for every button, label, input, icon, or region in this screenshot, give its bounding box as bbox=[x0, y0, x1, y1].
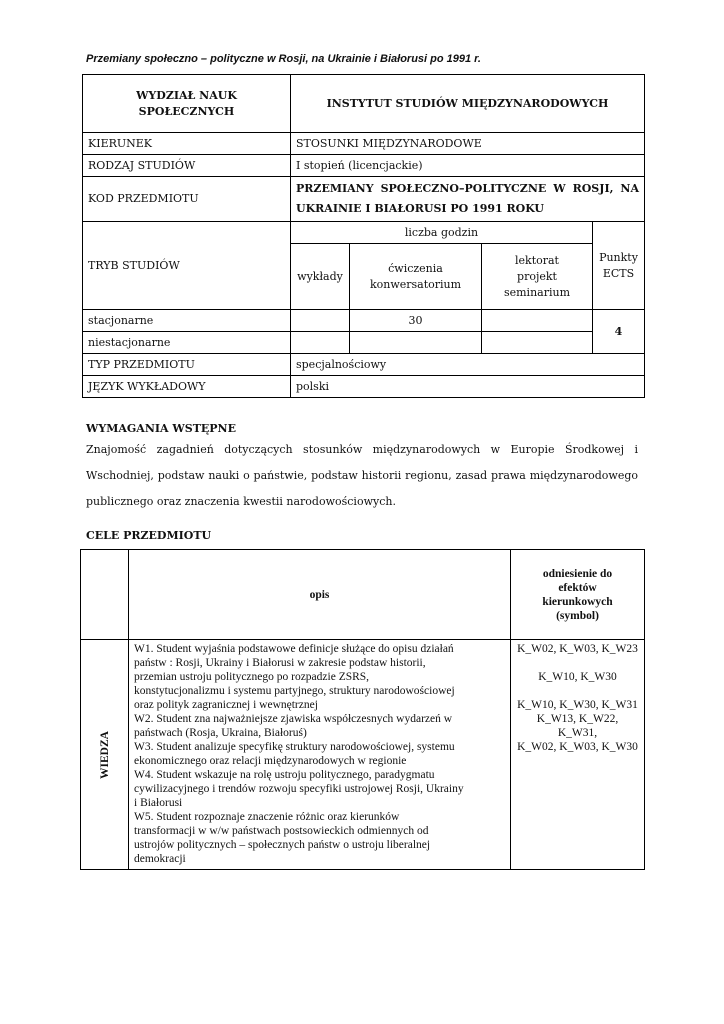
study-type-value: I stopień (licencjackie) bbox=[291, 155, 645, 177]
lektorat-label-1: lektorat bbox=[515, 253, 559, 267]
language-value: polski bbox=[291, 376, 645, 398]
exercises-header bbox=[350, 244, 482, 310]
lectures-header: wykłady bbox=[291, 244, 350, 310]
field-value: STOSUNKI MIĘDZYNARODOWE bbox=[291, 133, 645, 155]
part-time-label: niestacjonarne bbox=[83, 332, 291, 354]
subject-type-label: TYP PRZEDMIOTU bbox=[83, 354, 291, 376]
study-type-label: RODZAJ STUDIÓW bbox=[83, 155, 291, 177]
desc-line: W5. Student rozpoznaje znaczenie różnic oraz kierunków bbox=[134, 811, 400, 823]
faculty-cell: WYDZIAŁ NAUK SPOŁECZNYCH bbox=[83, 75, 291, 133]
goals-description bbox=[129, 640, 511, 870]
institute-cell: INSTYTUT STUDIÓW MIĘDZYNARODOWYCH bbox=[291, 75, 645, 133]
desc-line: W4. Student wskazuje na rolę ustroju politycznego, paradygmatu bbox=[134, 769, 435, 781]
ects-header bbox=[593, 222, 645, 310]
exercises-label-1: ćwiczenia bbox=[388, 261, 443, 275]
full-time-label: stacjonarne bbox=[83, 310, 291, 332]
desc-line: państwach (Rosja, Ukraina, Białoruś) bbox=[134, 727, 307, 739]
ref-header-line-2: efektów bbox=[558, 581, 597, 594]
ects-label-1: Punkty bbox=[599, 250, 638, 264]
ref-w2: K_W10, K_W30 bbox=[538, 671, 617, 683]
ref-spacer bbox=[516, 656, 639, 670]
desc-line: państw : Rosji, Ukrainy i Białorusi w zakresie podstaw historii, bbox=[134, 657, 426, 669]
goals-references bbox=[511, 640, 645, 870]
ref-header-line-3: kierunkowych bbox=[542, 595, 613, 608]
code-value bbox=[291, 177, 645, 222]
desc-column-header: opis bbox=[129, 550, 511, 640]
goals-heading: CELE PRZEDMIOTU bbox=[86, 529, 212, 542]
desc-line: ekonomicznego oraz relacji międzynarodowych w regionie bbox=[134, 755, 407, 767]
page-title: Przemiany społeczno – polityczne w Rosji, na Ukrainie i Białorusi po 1991 r. bbox=[86, 53, 481, 65]
goals-corner-cell bbox=[81, 550, 129, 640]
ref-w1: K_W02, K_W03, K_W23 bbox=[517, 643, 638, 655]
full-time-exercises: 30 bbox=[350, 310, 482, 332]
desc-line: W3. Student analizuje specyfikę struktury narodowościowej, systemu bbox=[134, 741, 455, 753]
ref-w3: K_W10, K_W30, K_W31 bbox=[517, 699, 638, 711]
language-label: JĘZYK WYKŁADOWY bbox=[83, 376, 291, 398]
part-time-lectures bbox=[291, 332, 350, 354]
subject-type-value: specjalnościowy bbox=[291, 354, 645, 376]
hours-header: liczba godzin bbox=[291, 222, 593, 244]
desc-line: cywilizacyjnego i trendów rozwoju specyfiki ustrojowej Rosji, Ukrainy bbox=[134, 783, 464, 795]
goals-table bbox=[80, 549, 645, 870]
code-label: KOD PRZEDMIOTU bbox=[83, 177, 291, 222]
part-time-lektorat bbox=[482, 332, 593, 354]
ref-column-header bbox=[511, 550, 645, 640]
category-cell bbox=[81, 640, 129, 870]
full-time-lectures bbox=[291, 310, 350, 332]
part-time-exercises bbox=[350, 332, 482, 354]
ref-header-line-1: odniesienie do bbox=[542, 567, 613, 580]
mode-label: TRYB STUDIÓW bbox=[83, 222, 291, 310]
lektorat-header bbox=[482, 244, 593, 310]
ects-label-2: ECTS bbox=[602, 266, 635, 280]
lektorat-label-3: seminarium bbox=[503, 285, 571, 299]
ref-w4: K_W13, K_W22, K_W31, bbox=[536, 713, 619, 739]
requirements-text: Znajomość zagadnień dotyczących stosunków międzynarodowych w Europie Środkowej i Wschodniej, podstaw nauki o państwie, podstaw historii regionu, zasad prawa międzynarodowego publicznego oraz znaczenia kwestii narodowościowych. bbox=[86, 443, 638, 508]
desc-line: przemian ustroju politycznego po rozpadzie ZSRS, bbox=[134, 671, 370, 683]
desc-line: konstytucjonalizmu i systemu partyjnego, struktury narodowościowej bbox=[134, 685, 455, 697]
code-value-line-1: PRZEMIANY SPOŁECZNO–POLITYCZNE W ROSJI, NA bbox=[296, 182, 639, 195]
desc-line: transformacji w w/w państwach postsowieckich odmiennych od bbox=[134, 825, 429, 837]
desc-line: W1. Student wyjaśnia podstawowe definicje służące do opisu działań bbox=[134, 643, 454, 655]
ref-spacer bbox=[516, 684, 639, 698]
ref-header-line-4: (symbol) bbox=[556, 609, 599, 622]
desc-line: i Białorusi bbox=[134, 797, 183, 809]
desc-line: W2. Student zna najważniejsze zjawiska współczesnych wydarzeń w bbox=[134, 713, 453, 725]
field-label: KIERUNEK bbox=[83, 133, 291, 155]
requirements-heading: WYMAGANIA WSTĘPNE bbox=[86, 422, 236, 435]
course-info-table bbox=[82, 74, 645, 398]
lektorat-label-2: projekt bbox=[517, 269, 557, 283]
desc-line: ustrojów politycznych – społecznych państw o ustroju liberalnej bbox=[134, 839, 431, 851]
ects-value: 4 bbox=[593, 310, 645, 354]
ref-w5: K_W02, K_W03, K_W30 bbox=[517, 741, 638, 753]
category-label: WIEDZA bbox=[98, 730, 111, 779]
full-time-lektorat bbox=[482, 310, 593, 332]
code-value-line-2: UKRAINIE I BIAŁORUSI PO 1991 ROKU bbox=[296, 202, 544, 215]
desc-line: demokracji bbox=[134, 853, 186, 865]
exercises-label-2: konwersatorium bbox=[369, 277, 462, 291]
desc-line: oraz polityk zagranicznej i wewnętrznej bbox=[134, 699, 318, 711]
